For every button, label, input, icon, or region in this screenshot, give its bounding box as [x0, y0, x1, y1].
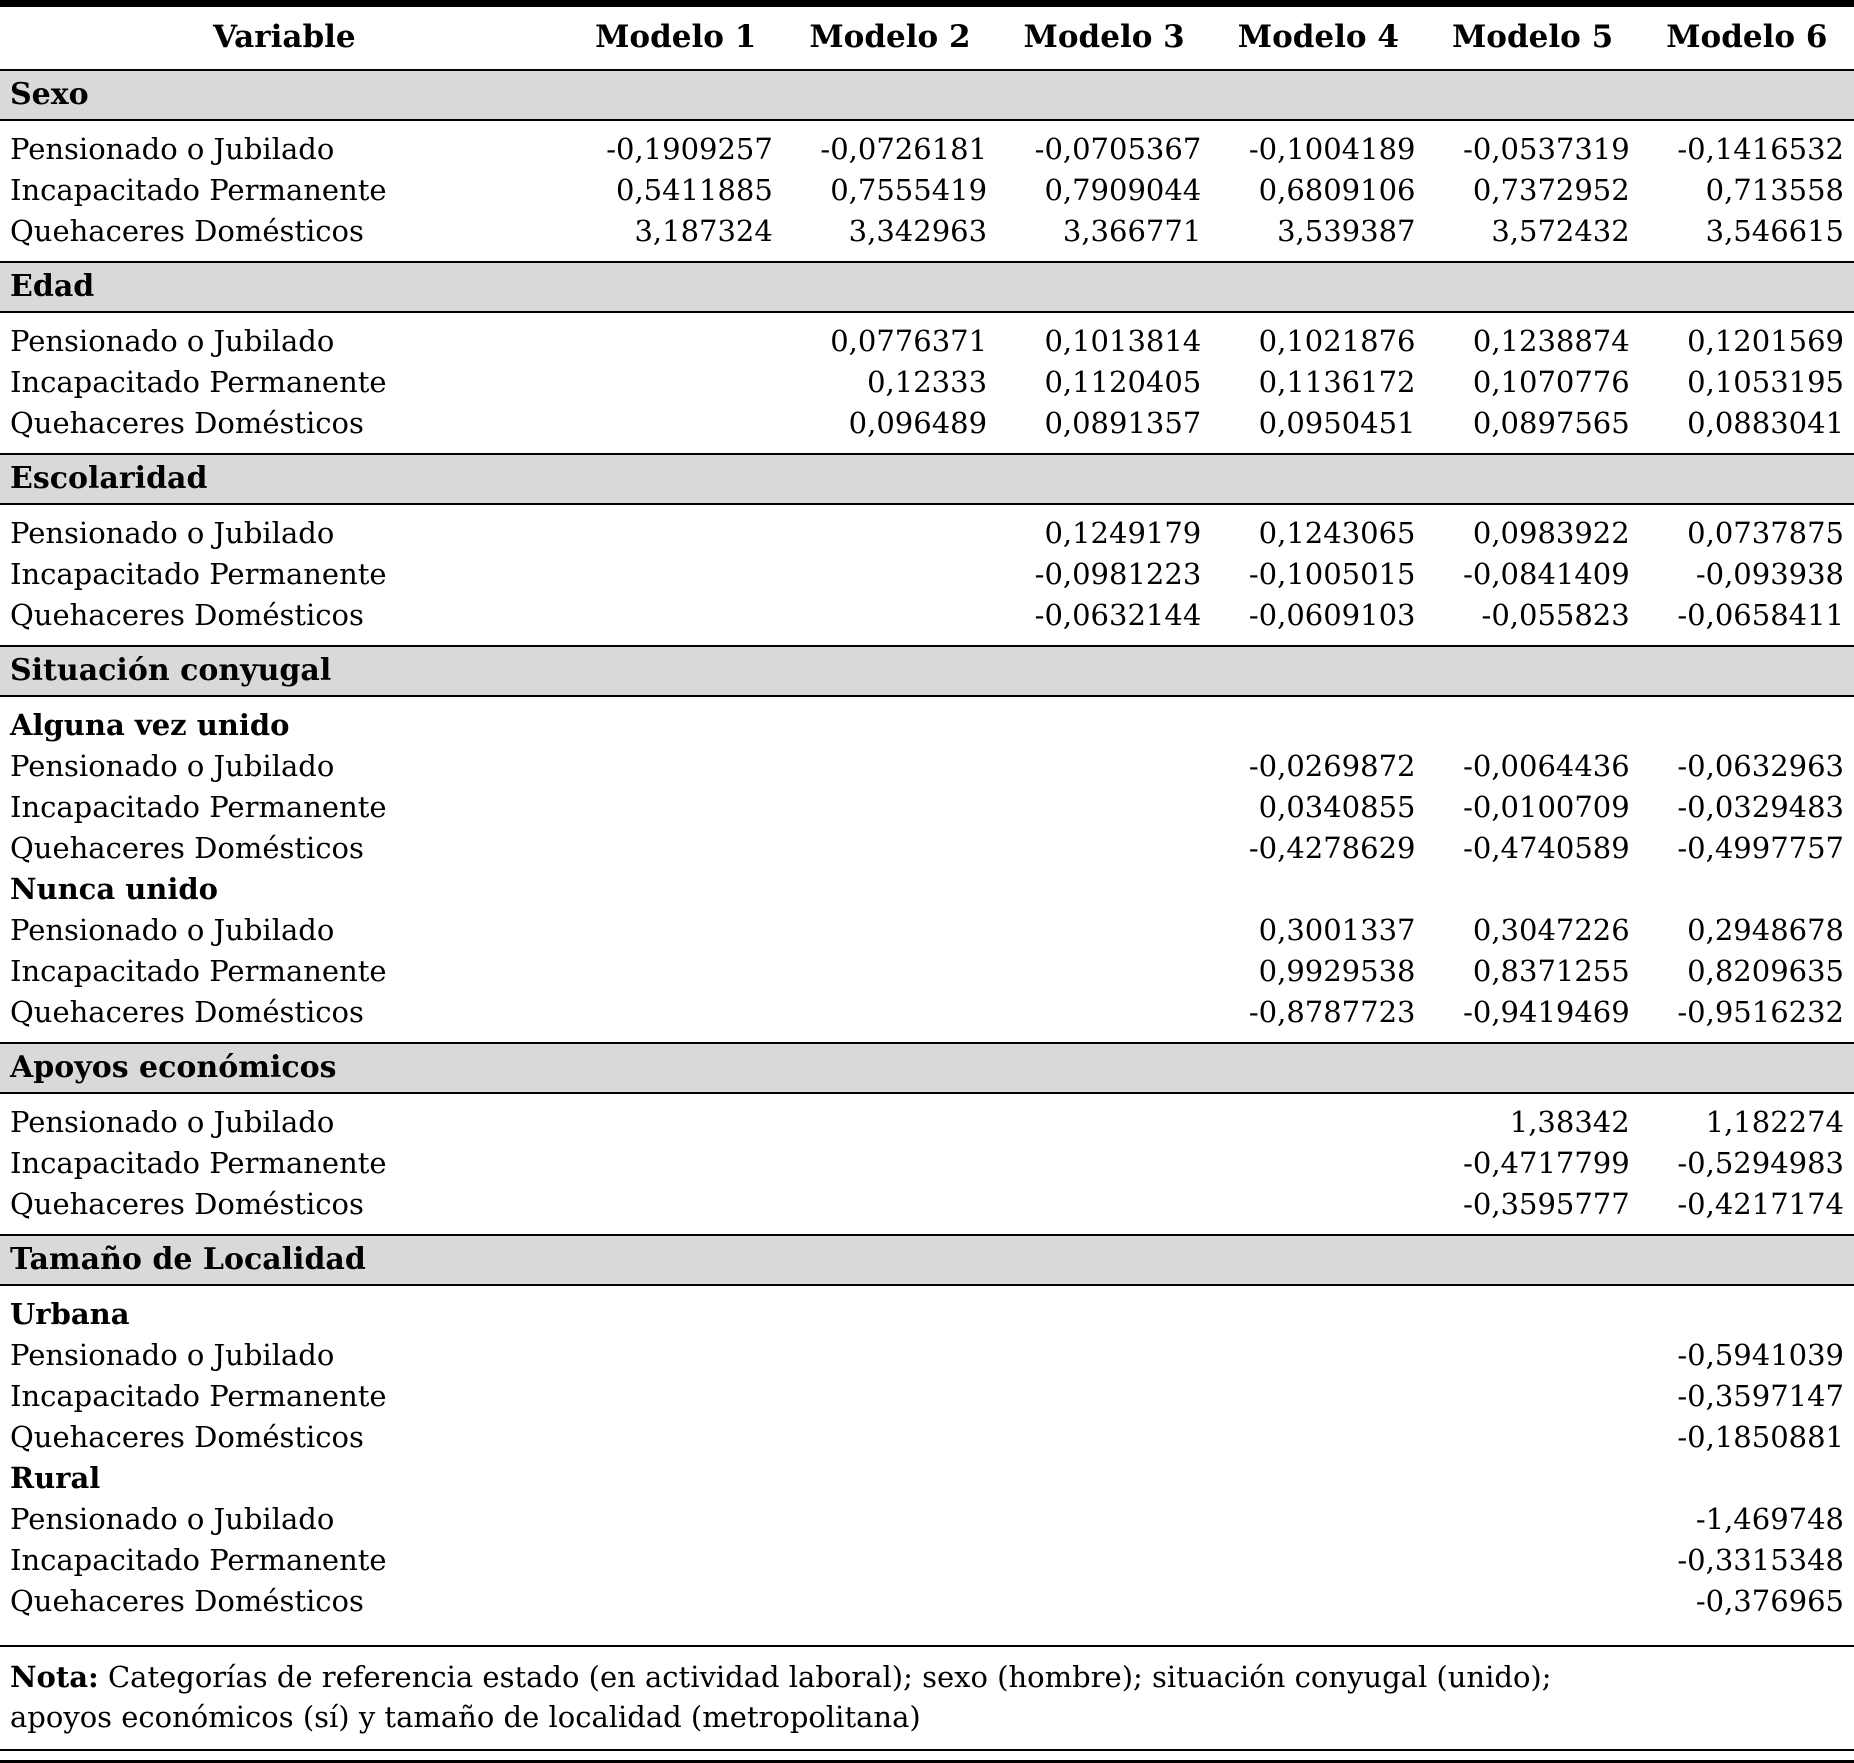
coefficient-value [997, 828, 1211, 869]
coefficient-value: 0,1053195 [1687, 365, 1844, 399]
coefficient-value [783, 1417, 997, 1458]
table-row [0, 1143, 1854, 1184]
coefficient-value [569, 1143, 783, 1184]
coefficient-value: -0,0064436 [1463, 749, 1630, 783]
coefficient-value: -0,9516232 [1677, 995, 1844, 1029]
coefficient-value: -0,3595777 [1463, 1187, 1630, 1221]
coefficient-value: 0,8209635 [1687, 954, 1844, 988]
coefficient-value: -0,4217174 [1677, 1187, 1844, 1221]
coefficient-value [569, 362, 783, 403]
coefficient-value [569, 1093, 783, 1143]
coefficient-value: -0,5294983 [1677, 1146, 1844, 1180]
table-row [0, 504, 1854, 554]
coefficient-value: -0,376965 [1695, 1584, 1844, 1618]
coefficient-value: 3,187324 [634, 214, 773, 248]
coefficient-value: -0,1005015 [1248, 557, 1416, 591]
coefficient-value: -0,4717799 [1463, 1146, 1630, 1180]
row-label: Quehaceres Domésticos [10, 598, 364, 632]
coefficient-value [783, 554, 997, 595]
coefficient-value: 0,0883041 [1687, 406, 1844, 440]
coefficient-value: -0,0705367 [1034, 132, 1202, 166]
coefficient-value: 0,0891357 [1044, 406, 1202, 440]
coefficient-value: 0,3001337 [1258, 913, 1416, 947]
coefficient-value [1425, 1499, 1639, 1540]
coefficient-value [569, 504, 783, 554]
coefficient-value [783, 951, 997, 992]
section-label: Edad [10, 269, 95, 304]
row-label: Quehaceres Domésticos [10, 831, 364, 865]
table-row [0, 1093, 1854, 1143]
note-text-line1: Categorías de referencia estado (en actividad laboral); sexo (hombre); situación conyugal (unido); [107, 1660, 1552, 1694]
coefficient-value: 0,5411885 [616, 173, 773, 207]
coefficient-value [1211, 1143, 1425, 1184]
table-row [0, 312, 1854, 362]
table-row [0, 554, 1854, 595]
coefficient-value: 0,12333 [867, 365, 988, 399]
coefficient-value [569, 828, 783, 869]
table-row [0, 595, 1854, 646]
coefficient-value [1211, 1540, 1425, 1581]
coefficient-value: 0,713558 [1705, 173, 1844, 207]
model-column-header-4: Modelo 4 [1237, 19, 1399, 55]
coefficient-value: -0,4997757 [1677, 831, 1844, 865]
coefficient-value: 0,7555419 [830, 173, 988, 207]
coefficient-value: -0,0269872 [1248, 749, 1416, 783]
coefficient-value: 0,3047226 [1472, 913, 1630, 947]
subsection-row [0, 1458, 1854, 1499]
coefficient-value [1425, 1417, 1639, 1458]
coefficient-value [569, 403, 783, 454]
row-label: Quehaceres Domésticos [10, 1420, 364, 1454]
coefficient-value [569, 1499, 783, 1540]
table-row [0, 1335, 1854, 1376]
note-line-1 [10, 1657, 1844, 1697]
coefficient-value [569, 910, 783, 951]
row-label: Quehaceres Domésticos [10, 1584, 364, 1618]
coefficient-value: 0,1021876 [1258, 324, 1416, 358]
regression-results-table [0, 7, 1854, 1631]
coefficient-value: 0,0983922 [1472, 516, 1630, 550]
row-label: Incapacitado Permanente [10, 1146, 387, 1180]
coefficient-value [783, 992, 997, 1043]
coefficient-value [997, 1499, 1211, 1540]
table-row [0, 746, 1854, 787]
coefficient-value: 0,7909044 [1044, 173, 1202, 207]
coefficient-value: -0,5941039 [1677, 1338, 1844, 1372]
table-note [0, 1645, 1854, 1751]
coefficient-value: 3,366771 [1062, 214, 1202, 248]
coefficient-value [569, 992, 783, 1043]
coefficient-value [569, 746, 783, 787]
coefficient-value [997, 787, 1211, 828]
coefficient-value [997, 1540, 1211, 1581]
coefficient-value: -0,1909257 [606, 132, 773, 166]
coefficient-value: 0,1243065 [1258, 516, 1416, 550]
row-label: Pensionado o Jubilado [10, 913, 335, 947]
row-label: Pensionado o Jubilado [10, 324, 335, 358]
coefficient-value: -0,0726181 [820, 132, 988, 166]
section-band [0, 70, 1854, 120]
section-label: Escolaridad [10, 461, 208, 496]
section-label: Apoyos económicos [10, 1050, 337, 1085]
row-label: Incapacitado Permanente [10, 1543, 387, 1577]
coefficient-value [1425, 1376, 1639, 1417]
model-column-header-5: Modelo 5 [1451, 19, 1614, 55]
table-row [0, 1376, 1854, 1417]
coefficient-value: 0,1136172 [1258, 365, 1416, 399]
coefficient-value: 0,1120405 [1044, 365, 1202, 399]
coefficient-value [1425, 1335, 1639, 1376]
table-row [0, 1581, 1854, 1631]
coefficient-value: 0,0340855 [1258, 790, 1416, 824]
coefficient-value: -0,0609103 [1248, 598, 1416, 632]
coefficient-value: 0,0776371 [830, 324, 988, 358]
coefficient-value: -0,1850881 [1677, 1420, 1844, 1454]
coefficient-value [1425, 1540, 1639, 1581]
coefficient-value [783, 1184, 997, 1235]
note-line-2: apoyos económicos (sí) y tamaño de localidad (metropolitana) [10, 1700, 921, 1734]
coefficient-value: 0,9929538 [1258, 954, 1416, 988]
model-column-header-1: Modelo 1 [595, 19, 757, 55]
row-label: Pensionado o Jubilado [10, 1502, 335, 1536]
coefficient-value [1211, 1499, 1425, 1540]
coefficient-value: 3,572432 [1491, 214, 1630, 248]
table-row [0, 992, 1854, 1043]
coefficient-value [997, 1581, 1211, 1631]
coefficient-value [783, 595, 997, 646]
variable-column-header: Variable [212, 19, 356, 55]
section-band [0, 1235, 1854, 1285]
coefficient-value [783, 1581, 997, 1631]
coefficient-value [569, 1540, 783, 1581]
table-row [0, 951, 1854, 992]
subsection-label: Nunca unido [10, 872, 219, 906]
coefficient-value: 1,38342 [1509, 1105, 1630, 1139]
coefficient-value: -0,0632963 [1677, 749, 1844, 783]
coefficient-value: 1,182274 [1705, 1105, 1844, 1139]
row-label: Quehaceres Domésticos [10, 995, 364, 1029]
coefficient-value: 0,0737875 [1687, 516, 1844, 550]
coefficient-value: -0,0329483 [1677, 790, 1844, 824]
coefficient-value: -1,469748 [1695, 1502, 1844, 1536]
coefficient-value: -0,055823 [1481, 598, 1630, 632]
coefficient-value: -0,1004189 [1248, 132, 1416, 166]
coefficient-value: -0,9419469 [1463, 995, 1630, 1029]
table-row [0, 403, 1854, 454]
coefficient-value [569, 951, 783, 992]
coefficient-value [783, 1143, 997, 1184]
note-label: Nota: [10, 1660, 99, 1694]
coefficient-value [997, 951, 1211, 992]
coefficient-value: -0,4740589 [1463, 831, 1630, 865]
coefficient-value: -0,0537319 [1463, 132, 1630, 166]
coefficient-value [997, 1335, 1211, 1376]
row-label: Pensionado o Jubilado [10, 749, 335, 783]
coefficient-value [1211, 1184, 1425, 1235]
table-row [0, 828, 1854, 869]
coefficient-value [997, 1376, 1211, 1417]
table-header-row [0, 7, 1854, 70]
section-band [0, 262, 1854, 312]
coefficient-value: 0,1238874 [1472, 324, 1630, 358]
row-label: Quehaceres Domésticos [10, 1187, 364, 1221]
coefficient-value [569, 1335, 783, 1376]
subsection-label: Alguna vez unido [10, 708, 290, 742]
coefficient-value [783, 746, 997, 787]
table-body [0, 70, 1854, 1631]
table-row [0, 1499, 1854, 1540]
section-label: Situación conyugal [10, 653, 332, 688]
coefficient-value [997, 746, 1211, 787]
table-row [0, 120, 1854, 170]
coefficient-value [1211, 1376, 1425, 1417]
coefficient-value [569, 554, 783, 595]
coefficient-value: -0,0841409 [1463, 557, 1630, 591]
coefficient-value: -0,1416532 [1677, 132, 1844, 166]
subsection-row [0, 696, 1854, 746]
row-label: Incapacitado Permanente [10, 557, 387, 591]
coefficient-value: -0,4278629 [1248, 831, 1416, 865]
row-label: Pensionado o Jubilado [10, 132, 335, 166]
coefficient-value: -0,3597147 [1677, 1379, 1844, 1413]
row-label: Incapacitado Permanente [10, 790, 387, 824]
table-row [0, 787, 1854, 828]
table-row [0, 170, 1854, 211]
coefficient-value [1211, 1581, 1425, 1631]
subsection-label: Urbana [10, 1297, 130, 1331]
row-label: Pensionado o Jubilado [10, 1338, 335, 1372]
coefficient-value [997, 1093, 1211, 1143]
coefficient-value [783, 1376, 997, 1417]
coefficient-value [997, 1143, 1211, 1184]
coefficient-value: 3,539387 [1277, 214, 1416, 248]
coefficient-value [569, 1417, 783, 1458]
coefficient-value: -0,0632144 [1034, 598, 1202, 632]
coefficient-value [569, 1581, 783, 1631]
coefficient-value: -0,8787723 [1248, 995, 1416, 1029]
coefficient-value [1425, 1581, 1639, 1631]
coefficient-value [997, 910, 1211, 951]
row-label: Incapacitado Permanente [10, 365, 387, 399]
coefficient-value: -0,0100709 [1463, 790, 1630, 824]
row-label: Quehaceres Domésticos [10, 214, 364, 248]
coefficient-value [1211, 1417, 1425, 1458]
section-band [0, 1043, 1854, 1093]
subsection-row [0, 1285, 1854, 1335]
coefficient-value [783, 910, 997, 951]
coefficient-value: 0,1013814 [1044, 324, 1202, 358]
coefficient-value [997, 1417, 1211, 1458]
table-row [0, 1184, 1854, 1235]
row-label: Pensionado o Jubilado [10, 516, 335, 550]
table-row [0, 910, 1854, 951]
coefficient-value: 0,1070776 [1472, 365, 1630, 399]
model-column-header-3: Modelo 3 [1023, 19, 1185, 55]
row-label: Pensionado o Jubilado [10, 1105, 335, 1139]
coefficient-value [569, 312, 783, 362]
coefficient-value: -0,3315348 [1677, 1543, 1844, 1577]
coefficient-value [569, 787, 783, 828]
coefficient-value: 0,7372952 [1472, 173, 1630, 207]
table-row [0, 1540, 1854, 1581]
coefficient-value [783, 787, 997, 828]
coefficient-value [783, 1335, 997, 1376]
coefficient-value: 3,342963 [848, 214, 988, 248]
row-label: Quehaceres Domésticos [10, 406, 364, 440]
coefficient-value: 0,8371255 [1472, 954, 1630, 988]
coefficient-value [783, 1540, 997, 1581]
coefficient-value: 0,1249179 [1044, 516, 1202, 550]
row-label: Incapacitado Permanente [10, 173, 387, 207]
table-row [0, 1417, 1854, 1458]
coefficient-value: -0,0658411 [1677, 598, 1844, 632]
coefficient-value [569, 1376, 783, 1417]
table-row [0, 211, 1854, 262]
coefficient-value [783, 1499, 997, 1540]
section-band [0, 454, 1854, 504]
model-column-header-6: Modelo 6 [1666, 19, 1828, 55]
coefficient-value [569, 1184, 783, 1235]
coefficient-value [1211, 1335, 1425, 1376]
row-label: Incapacitado Permanente [10, 954, 387, 988]
coefficient-value: 0,0950451 [1258, 406, 1416, 440]
coefficient-value: 0,2948678 [1687, 913, 1844, 947]
row-label: Incapacitado Permanente [10, 1379, 387, 1413]
model-column-header-2: Modelo 2 [809, 19, 971, 55]
coefficient-value: 3,546615 [1705, 214, 1844, 248]
coefficient-value [997, 1184, 1211, 1235]
coefficient-value [1211, 1093, 1425, 1143]
coefficient-value: 0,096489 [848, 406, 988, 440]
coefficient-value [783, 1093, 997, 1143]
coefficient-value: -0,093938 [1695, 557, 1844, 591]
section-label: Sexo [10, 77, 89, 112]
section-label: Tamaño de Localidad [10, 1242, 366, 1277]
coefficient-value [569, 595, 783, 646]
coefficient-value: 0,0897565 [1472, 406, 1630, 440]
section-band [0, 646, 1854, 696]
subsection-label: Rural [10, 1461, 101, 1495]
table-row [0, 362, 1854, 403]
subsection-row [0, 869, 1854, 910]
coefficient-value: -0,0981223 [1034, 557, 1202, 591]
coefficient-value [783, 828, 997, 869]
coefficient-value: 0,6809106 [1258, 173, 1416, 207]
coefficient-value: 0,1201569 [1687, 324, 1844, 358]
coefficient-value [783, 504, 997, 554]
coefficient-value [997, 992, 1211, 1043]
